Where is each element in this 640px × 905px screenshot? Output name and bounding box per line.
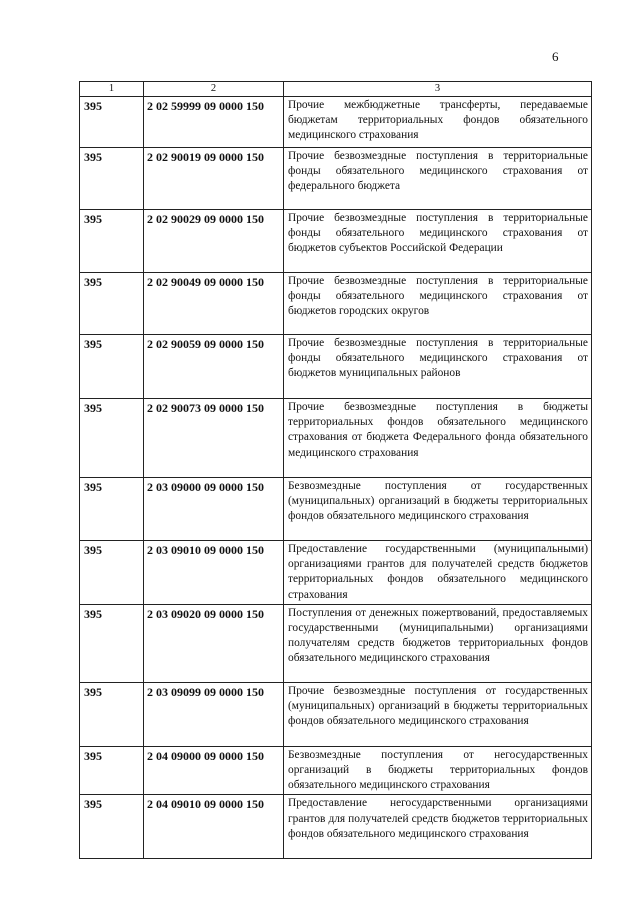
description-cell bbox=[284, 541, 592, 605]
description-cell bbox=[284, 97, 592, 148]
budget-code-cell: 2 03 09020 09 0000 150 bbox=[144, 604, 284, 682]
table-row bbox=[80, 335, 592, 399]
table-row bbox=[80, 478, 592, 541]
budget-code-cell: 2 02 59999 09 0000 150 bbox=[144, 97, 284, 148]
admin-code-cell: 395 bbox=[80, 682, 144, 746]
description-cell bbox=[284, 795, 592, 859]
admin-code-cell: 395 bbox=[80, 273, 144, 335]
description-cell bbox=[284, 682, 592, 746]
admin-code-cell: 395 bbox=[80, 210, 144, 273]
table-row bbox=[80, 795, 592, 859]
description-cell bbox=[284, 746, 592, 795]
description-text: Прочие безвозмездные поступления в территориальные фонды обязательного медицинского страхования от бюджетов субъектов Российской Федерации bbox=[288, 212, 588, 255]
table-row bbox=[80, 97, 592, 148]
page-number: 6 bbox=[552, 49, 559, 64]
description-cell bbox=[284, 335, 592, 399]
table-row bbox=[80, 746, 592, 795]
description-cell bbox=[284, 478, 592, 541]
table-row bbox=[80, 399, 592, 478]
description-text: Прочие безвозмездные поступления в территориальные фонды обязательного медицинского страхования от бюджетов муниципальных районов bbox=[288, 337, 588, 380]
column-header-1: 1 bbox=[80, 82, 144, 97]
budget-code-cell: 2 02 90059 09 0000 150 bbox=[144, 335, 284, 399]
table-row bbox=[80, 541, 592, 605]
description-text: Прочие межбюджетные трансферты, передаваемые бюджетам территориальных фондов обязательного медицинского страхования bbox=[288, 99, 588, 142]
admin-code-cell: 395 bbox=[80, 604, 144, 682]
admin-code-cell: 395 bbox=[80, 795, 144, 859]
budget-code-cell: 2 03 09099 09 0000 150 bbox=[144, 682, 284, 746]
budget-code-cell: 2 03 09010 09 0000 150 bbox=[144, 541, 284, 605]
description-cell bbox=[284, 148, 592, 210]
description-cell bbox=[284, 273, 592, 335]
description-text: Предоставление государственными (муниципальными) организациями грантов для получателей средств бюджетов территориальных фондов обязательного медицинского страхования bbox=[288, 543, 588, 601]
description-text: Безвозмездные поступления от негосударственных организаций в бюджеты территориальных фондов обязательного медицинского страхования bbox=[288, 748, 588, 792]
table-row bbox=[80, 148, 592, 210]
budget-code-cell: 2 04 09000 09 0000 150 bbox=[144, 746, 284, 795]
admin-code-cell: 395 bbox=[80, 478, 144, 541]
description-cell bbox=[284, 399, 592, 478]
admin-code-cell: 395 bbox=[80, 399, 144, 478]
description-text: Прочие безвозмездные поступления в территориальные фонды обязательного медицинского страхования от федерального бюджета bbox=[288, 150, 588, 193]
description-text: Безвозмездные поступления от государственных (муниципальных) организаций в бюджеты территориальных фондов обязательного медицинского страхования bbox=[288, 480, 588, 523]
admin-code-cell: 395 bbox=[80, 335, 144, 399]
admin-code-cell: 395 bbox=[80, 541, 144, 605]
admin-code-cell: 395 bbox=[80, 746, 144, 795]
budget-code-cell: 2 03 09000 09 0000 150 bbox=[144, 478, 284, 541]
table-row bbox=[80, 273, 592, 335]
column-header-2: 2 bbox=[144, 82, 284, 97]
column-header-3: 3 bbox=[284, 82, 592, 97]
description-text: Прочие безвозмездные поступления в бюджеты территориальных фондов обязательного медицинского страхования от бюджета Федерального фонда обязательного медицинского страхования bbox=[288, 401, 588, 459]
budget-code-cell: 2 04 09010 09 0000 150 bbox=[144, 795, 284, 859]
admin-code-cell: 395 bbox=[80, 97, 144, 148]
description-text: Поступления от денежных пожертвований, предоставляемых государственными (муниципальными) организациями получателям средств бюджетов территориальных фондов обязательного медицинского страхования bbox=[288, 606, 588, 665]
budget-code-cell: 2 02 90019 09 0000 150 bbox=[144, 148, 284, 210]
description-cell bbox=[284, 210, 592, 273]
table-header-row bbox=[80, 82, 592, 97]
table-row bbox=[80, 210, 592, 273]
budget-code-cell: 2 02 90049 09 0000 150 bbox=[144, 273, 284, 335]
budget-code-cell: 2 02 90073 09 0000 150 bbox=[144, 399, 284, 478]
description-text: Прочие безвозмездные поступления от государственных (муниципальных) организаций в бюджеты территориальных фондов обязательного медицинского страхования bbox=[288, 684, 588, 728]
admin-code-cell: 395 bbox=[80, 148, 144, 210]
description-text: Предоставление негосударственными организациями грантов для получателей средств бюджетов территориальных фондов обязательного медицинского страхования bbox=[288, 797, 588, 840]
description-cell bbox=[284, 604, 592, 682]
description-text: Прочие безвозмездные поступления в территориальные фонды обязательного медицинского страхования от бюджетов городских округов bbox=[288, 275, 588, 318]
table-row bbox=[80, 682, 592, 746]
budget-code-cell: 2 02 90029 09 0000 150 bbox=[144, 210, 284, 273]
budget-code-table bbox=[79, 81, 592, 859]
table-row bbox=[80, 604, 592, 682]
